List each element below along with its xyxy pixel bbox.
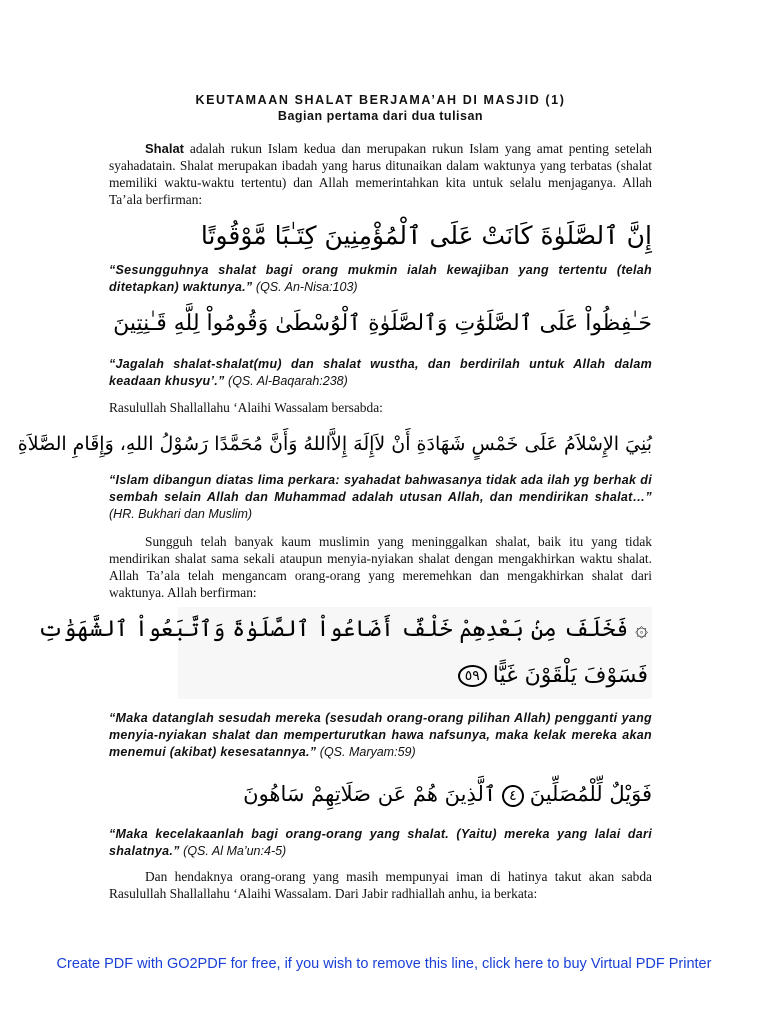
quote-reference: (QS. Al Ma’un:4-5) xyxy=(179,844,287,858)
paragraph-hadith-intro: Rasulullah Shallallahu ‘Alaihi Wassalam bersabda: xyxy=(109,400,383,415)
quote-reference: (QS. Maryam:59) xyxy=(316,745,416,759)
arabic-verse-part1: فَوَيْلٌ لِّلْمُصَلِّينَ xyxy=(529,782,652,806)
arabic-verse-maryam-line2 xyxy=(409,660,648,692)
pdf-footer-link[interactable]: Create PDF with GO2PDF for free, if you wish to remove this line, click here to buy Virtual PDF Printer xyxy=(56,956,712,972)
arabic-verse-part2: ٱلَّذِينَ هُمْ عَن صَلَاتِهِمْ سَاهُونَ xyxy=(243,782,497,806)
quote-an-nisa xyxy=(109,262,652,296)
document-subtitle: Bagian pertama dari dua tulisan xyxy=(277,109,484,123)
arabic-verse-maryam-line1: ۞ فَخَلَفَ مِنۢ بَعْدِهِمْ خَلْفٌ أَضَاعُواْ ٱلصَّلَوٰةَ وَٱتَّبَعُواْ ٱلشَّهَوَٰتِ xyxy=(37,617,648,642)
arabic-verse-text: فَسَوْفَ يَلْقَوْنَ غَيًّا xyxy=(492,663,648,688)
quote-reference: (HR. Bukhari dan Muslim) xyxy=(109,507,253,521)
paragraph-warning: Sungguh telah banyak kaum muslimin yang meninggalkan shalat, baik itu yang tidak mendirikan shalat sama sekali ataupun menyia-nyiakan shalat dengan mengakhirkan waktu shalat. Allah Ta’ala telah mengancam orang-orang yang meremehkan dan mengakhirkan shalat dari waktunya. Allah berfirman: xyxy=(109,534,652,600)
quote-al-maun xyxy=(109,826,652,860)
quote-text: “Jagalah shalat-shalat(mu) dan shalat wustha, dan berdirilah untuk Allah dalam keadaan khusyu’.” xyxy=(109,357,652,388)
quote-text: “Maka datanglah sesudah mereka (sesudah orang-orang pilihan Allah) pengganti yang menyia-nyiakan shalat dan memperturutkan hawa nafsunya, maka kelak mereka akan menemui (akibat) kesesatannya.” xyxy=(109,711,652,759)
paragraph-intro-body: adalah rukun Islam kedua dan merupakan rukun Islam yang amat penting setelah syahadatain. Shalat merupakan ibadah yang harus ditunaikan dalam waktunya yang terbatas (shalat memiliki waktu-waktu tertentu) dan Allah memerintahkan kita untuk selalu menjaganya. Allah Ta’ala berfirman: xyxy=(109,141,652,207)
arabic-hadith: بُنِيَ الإِسْلاَمُ عَلَى خَمْسٍ شَهَادَةِ أَنْ لاَإِلَهَ إِلاَّاللهُ وَأَنَّ مُحَمَّدًا رَسُوْلُ اللهِ، وَإِقَامِ الصَّلاَةِ xyxy=(17,433,652,455)
paragraph-lead-word: Shalat xyxy=(145,141,185,156)
paragraph-intro xyxy=(109,140,652,208)
quote-hadith xyxy=(109,472,652,523)
quote-reference: (QS. Al-Baqarah:238) xyxy=(224,374,348,388)
quote-maryam xyxy=(109,710,652,761)
arabic-verse-an-nisa: إِنَّ ٱلصَّلَوٰةَ كَانَتْ عَلَى ٱلْمُؤْمِنِينَ كِتَـٰبًا مَّوْقُوتًا xyxy=(200,221,652,250)
arabic-verse-al-maun xyxy=(243,778,652,810)
quote-text: “Islam dibangun diatas lima perkara: syahadat bahwasanya tidak ada ilah yg berhak di sembah selain Allah dan Muhammad adalah utusan Allah, dan mendirikan shalat…” xyxy=(109,473,652,504)
document-title: KEUTAMAAN SHALAT BERJAMA’AH DI MASJID (1) xyxy=(195,93,566,107)
arabic-verse-al-baqarah: حَـٰفِظُواْ عَلَى ٱلصَّلَوَٰتِ وَٱلصَّلَوٰةِ ٱلْوُسْطَىٰ وَقُومُواْ لِلَّهِ قَـٰنِتِينَ xyxy=(113,311,652,336)
quote-text: “Maka kecelakaanlah bagi orang-orang yang shalat. (Yaitu) mereka yang lalai dari shalatnya.” xyxy=(109,827,652,858)
quote-text: “Sesungguhnya shalat bagi orang mukmin ialah kewajiban yang tertentu (telah ditetapkan) waktunya.” xyxy=(109,263,652,294)
quote-al-baqarah xyxy=(109,356,652,390)
paragraph-closing: Dan hendaknya orang-orang yang masih mempunyai iman di hatinya takut akan sabda Rasulullah Shallallahu ‘Alaihi Wassalam. Dari Jabir radhiallah anhu, ia berkata: xyxy=(109,869,652,901)
quote-reference: (QS. An-Nisa:103) xyxy=(252,280,358,294)
ayah-number-icon: ٥٩ xyxy=(458,665,487,687)
ayah-number-icon: ٤ xyxy=(502,785,524,807)
